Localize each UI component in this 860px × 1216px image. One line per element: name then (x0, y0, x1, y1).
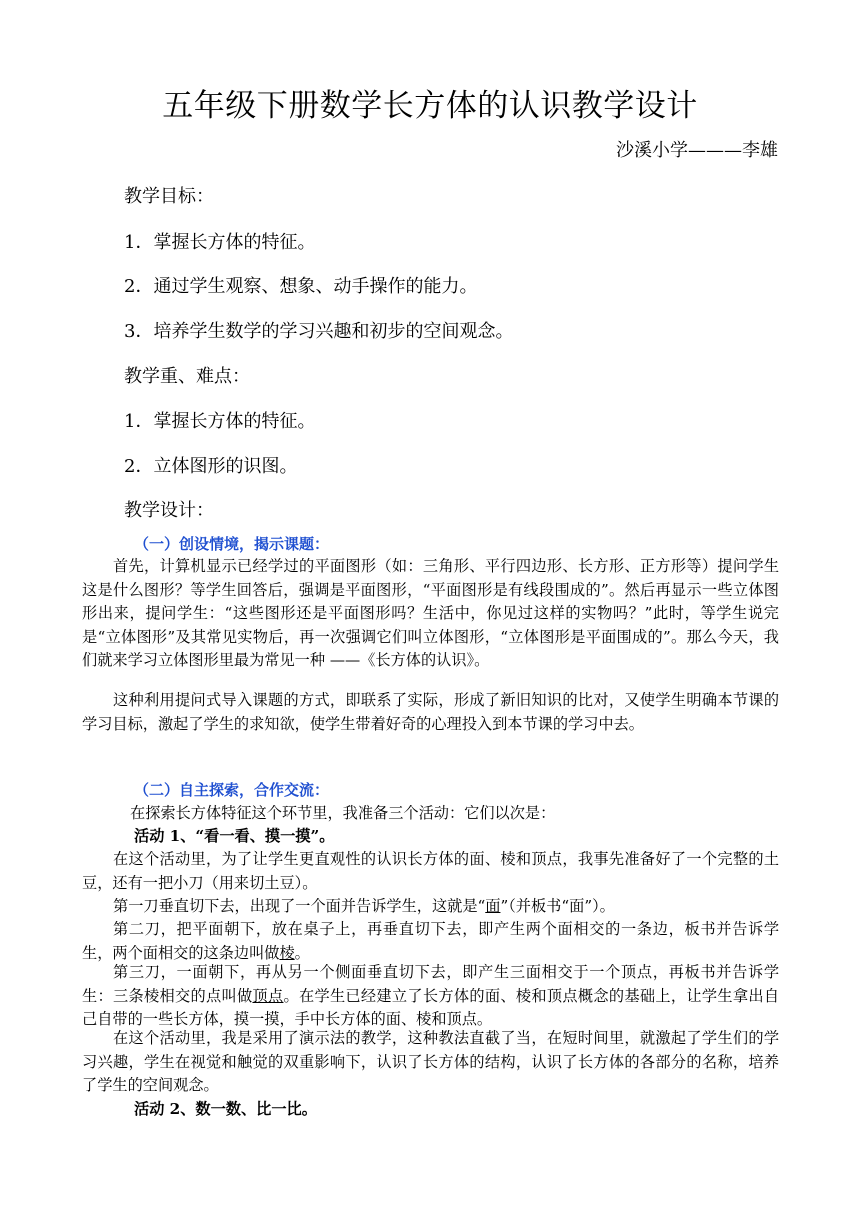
paragraph (82, 918, 779, 965)
term-face: 面 (485, 897, 501, 915)
term-vertex: 顶点 (252, 986, 284, 1005)
paragraph: 在这个活动里，为了让学生更直观性的认识长方体的面、棱和顶点，我事先准备好了一个完整的土豆，还有一把小刀（用来切土豆）。 (82, 850, 779, 892)
paragraph (82, 895, 779, 919)
paragraph: 这种利用提问式导入课题的方式，即联系了实际，形成了新旧知识的比对，又使学生明确本节课的学习目标，激起了学生的求知欲，使学生带着好奇的心理投入到本节课的学习中去。 (82, 691, 779, 733)
paragraph: 首先，计算机显示已经学过的平面图形（如：三角形、平行四边形、长方形、正方形等）提问学生这是什么图形？等学生回答后，强调是平面图形，“平面图形是有线段围成的”。然后再显示一些立体图形出来，提问学生：“这些图形还是平面图形吗？生活中，你见过这样的实物吗？”此时，等学生说完是“立体图形”及其常见实物后，再一次强调它们叫立体图形，“立体图形是平面围成的”。那么今天，我们就来学习立体图形里最为常见一种 ——《长方体的认识》。 (82, 557, 779, 670)
text-run: 第一刀垂直切下去，出现了一个面并告诉学生，这就是“ (113, 897, 486, 915)
text-run: 第二刀，把平面朝下，放在桌子上，再垂直切下去，即产生两个面相交的一条边，板书并告诉学生，两个面相交的这条边叫做 (82, 920, 779, 962)
objectives-heading: 教学目标： (124, 186, 214, 207)
author-line: 沙溪小学———李雄 (616, 140, 778, 161)
activity1-title: 活动 1、“看一看、摸一摸”。 (134, 827, 335, 845)
objective-item: 1．掌握长方体的特征。 (124, 232, 316, 253)
paragraph: 在这个活动里，我是采用了演示法的教学，这种教法直截了当，在短时间里，就激起了学生们的学习兴趣，学生在视觉和触觉的双重影响下，认识了长方体的结构，认识了长方体的各部分的名称，培养了学生的空间观念。 (82, 1029, 779, 1095)
section1-heading: （一）创设情境，揭示课题： (134, 535, 330, 553)
section2-heading: （二）自主探索，合作交流： (134, 781, 330, 799)
key-points-heading: 教学重、难点： (124, 366, 250, 387)
objective-item: 2．通过学生观察、想象、动手操作的能力。 (124, 276, 478, 297)
design-heading: 教学设计： (124, 500, 214, 521)
term-edge: 棱 (279, 943, 295, 962)
key-point-item: 1．掌握长方体的特征。 (124, 411, 316, 432)
document-title: 五年级下册数学长方体的认识教学设计 (162, 88, 698, 124)
section2-intro: 在探索长方体特征这个环节里，我准备三个活动：它们以次是： (130, 804, 556, 822)
text-run: 。在学生已经建立了长方体的面、棱和顶点概念的基础上，让学生拿出自己自带的一些长方体，摸一摸，手中长方体的面、棱和顶点。 (82, 986, 780, 1029)
text-run: 第三刀，一面朝下，再从另一个侧面垂直切下去，即产生三面相交于一个顶点，再板书并告诉学生：三条棱相交的点叫做 (82, 963, 779, 1005)
key-point-item: 2．立体图形的识图。 (124, 456, 298, 477)
text-run: ”（并板书“面”）。 (500, 897, 615, 915)
objective-item: 3．培养学生数学的学习兴趣和初步的空间观念。 (124, 321, 514, 342)
paragraph (82, 961, 779, 1032)
text-run: 。 (294, 943, 310, 962)
activity2-title: 活动 2、数一数、比一比。 (134, 1100, 317, 1118)
